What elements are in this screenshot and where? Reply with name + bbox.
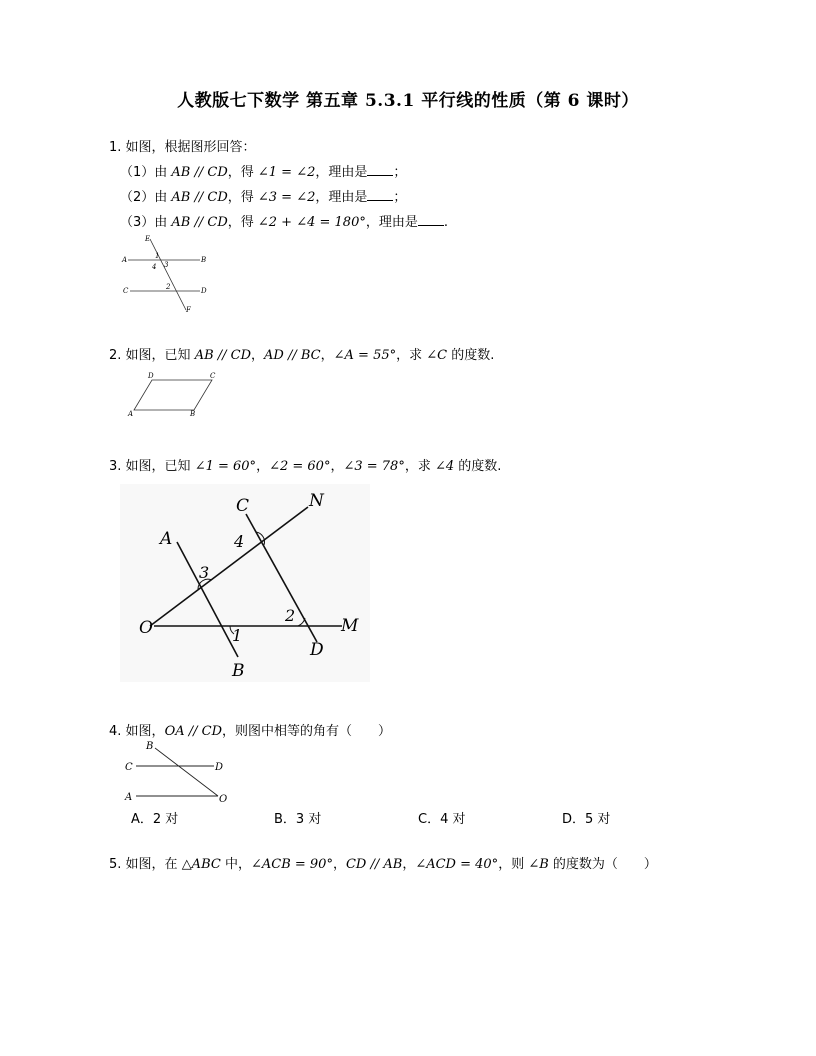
q5-math-e: ∠B (528, 857, 549, 872)
q1-label-F: F (186, 306, 191, 314)
q1-part-2-pre: （2）由 (120, 190, 172, 205)
q4-label-A: A (125, 792, 133, 803)
answer-blank[interactable] (367, 163, 393, 176)
q2-sep-1: ， (251, 348, 265, 363)
q2-label-B: B (190, 410, 196, 418)
q1-label-C: C (123, 287, 129, 295)
option-key: D． (562, 812, 586, 827)
q1-part-3-math: AB // CD (171, 215, 228, 230)
q3-math-d: ∠4 (434, 459, 455, 474)
q1-part-1-pre: （1）由 (120, 165, 172, 180)
q3-label-1: 1 (232, 626, 243, 645)
q2-text-a: 如图，已知 (125, 348, 195, 363)
q1-stem (109, 136, 256, 155)
q1-part-3-mid: ，得 (227, 215, 258, 230)
q4-label-B: B (146, 741, 154, 752)
q3-number: 3. (109, 459, 122, 474)
q3-stem (109, 455, 501, 474)
q1-part-2-end: ； (393, 190, 407, 205)
q5-sep-1: ， (332, 857, 346, 872)
q5-sep-2: ， (402, 857, 416, 872)
q5-text-c: ，则 (498, 857, 529, 872)
option-value: 2 对 (152, 812, 179, 827)
q1-part-3-end: . (443, 215, 449, 230)
q3-math-a: ∠1 = 60° (194, 459, 257, 474)
q4-text-b: ，则图中相等的角有（ ） (222, 724, 392, 739)
q4-label-D: D (215, 762, 224, 773)
q3-math-c: ∠3 = 78° (343, 459, 405, 474)
q5-text-b: 中， (220, 857, 251, 872)
q4-number: 4. (109, 724, 122, 739)
q1-label-2: 2 (166, 283, 171, 291)
q3-label-4: 4 (234, 532, 245, 551)
q2-math-d: ∠C (426, 348, 448, 363)
q1-part-2-mid: ，得 (227, 190, 258, 205)
q3-label-B: B (232, 661, 245, 681)
q1-label-A: A (122, 256, 128, 264)
q3-label-3: 3 (199, 563, 210, 582)
q1-part-2-math2: ∠3 = ∠2 (257, 190, 316, 205)
q2-text-c: 的度数. (447, 348, 495, 363)
q1-label-4: 4 (152, 263, 157, 271)
q1-part-1-mid: ，得 (227, 165, 258, 180)
answer-blank[interactable] (418, 213, 444, 226)
q3-label-M: M (341, 616, 359, 636)
q2-label-A: A (128, 410, 134, 418)
q1-label-3: 3 (164, 261, 169, 269)
q1-part-1-post: ，理由是 (315, 165, 368, 180)
q5-number: 5. (109, 857, 122, 872)
q2-math-b: AD // BC (264, 348, 321, 363)
q4-label-C: C (125, 762, 133, 773)
q3-label-2: 2 (285, 606, 296, 625)
q1-figure (120, 232, 212, 314)
q3-label-C: C (236, 496, 250, 516)
q3-text-c: 的度数. (454, 459, 502, 474)
q5-math-b: ∠ACB = 90° (250, 857, 333, 872)
q4-label-O: O (219, 794, 228, 805)
q2-text-b: ，求 (396, 348, 427, 363)
q1-part-2 (120, 186, 406, 205)
q1-part-1 (120, 161, 406, 180)
q1-part-1-math: AB // CD (171, 165, 228, 180)
q1-part-3-post: ，理由是 (365, 215, 418, 230)
q1-label-B: B (201, 256, 207, 264)
q1-stem-text: 如图，根据图形回答： (125, 140, 256, 155)
q2-math-a: AB // CD (194, 348, 252, 363)
q2-sep-2: ， (320, 348, 334, 363)
q4-option-b[interactable] (274, 808, 321, 827)
q1-part-3 (120, 211, 448, 230)
q1-number: 1. (109, 140, 122, 155)
page-title: 人教版七下数学 第五章 5.3.1 平行线的性质（第 6 课时） (177, 91, 639, 111)
q1-part-1-math2: ∠1 = ∠2 (257, 165, 316, 180)
q4-option-a[interactable] (131, 808, 178, 827)
q3-figure (120, 484, 370, 682)
q3-text-b: ，求 (404, 459, 435, 474)
q2-figure (124, 370, 222, 418)
q2-stem (109, 344, 494, 363)
q4-option-d[interactable] (562, 808, 610, 827)
option-key: A． (131, 812, 153, 827)
q3-text-a: 如图，已知 (125, 459, 195, 474)
option-value: 3 对 (295, 812, 322, 827)
q5-stem (109, 853, 657, 872)
q2-label-C: C (210, 372, 216, 380)
q4-math-a: OA // CD (164, 724, 223, 739)
q1-part-3-pre: （3）由 (120, 215, 172, 230)
q1-part-3-math2: ∠2 + ∠4 = 180° (257, 215, 366, 230)
q2-math-c: ∠A = 55° (333, 348, 397, 363)
q1-part-2-post: ，理由是 (315, 190, 368, 205)
q3-label-O: O (139, 618, 153, 638)
q5-math-a: △ABC (181, 857, 221, 872)
q5-text-a: 如图，在 (125, 857, 182, 872)
q1-label-1: 1 (155, 252, 160, 260)
q3-label-N: N (309, 491, 324, 511)
answer-blank[interactable] (367, 188, 393, 201)
q5-math-d: ∠ACD = 40° (415, 857, 499, 872)
option-value: 5 对 (585, 812, 611, 827)
q1-part-1-end: ； (393, 165, 407, 180)
q2-label-D: D (148, 372, 154, 380)
option-key: C． (418, 812, 441, 827)
q3-sep-1: ， (256, 459, 270, 474)
q5-math-c: CD // AB (345, 857, 403, 872)
q2-number: 2. (109, 348, 122, 363)
q1-part-2-math: AB // CD (171, 190, 228, 205)
option-key: B． (274, 812, 296, 827)
option-value: 4 对 (440, 812, 466, 827)
q3-math-b: ∠2 = 60° (269, 459, 331, 474)
q3-sep-2: ， (330, 459, 344, 474)
q3-label-D: D (310, 640, 324, 660)
q1-label-E: E (145, 235, 151, 243)
q5-text-d: 的度数为（ ） (548, 857, 657, 872)
q4-text-a: 如图， (125, 724, 165, 739)
q3-label-A: A (160, 529, 173, 549)
q4-stem (109, 720, 391, 739)
q4-figure (122, 740, 234, 806)
q1-label-D: D (201, 287, 207, 295)
q4-option-c[interactable] (418, 808, 465, 827)
